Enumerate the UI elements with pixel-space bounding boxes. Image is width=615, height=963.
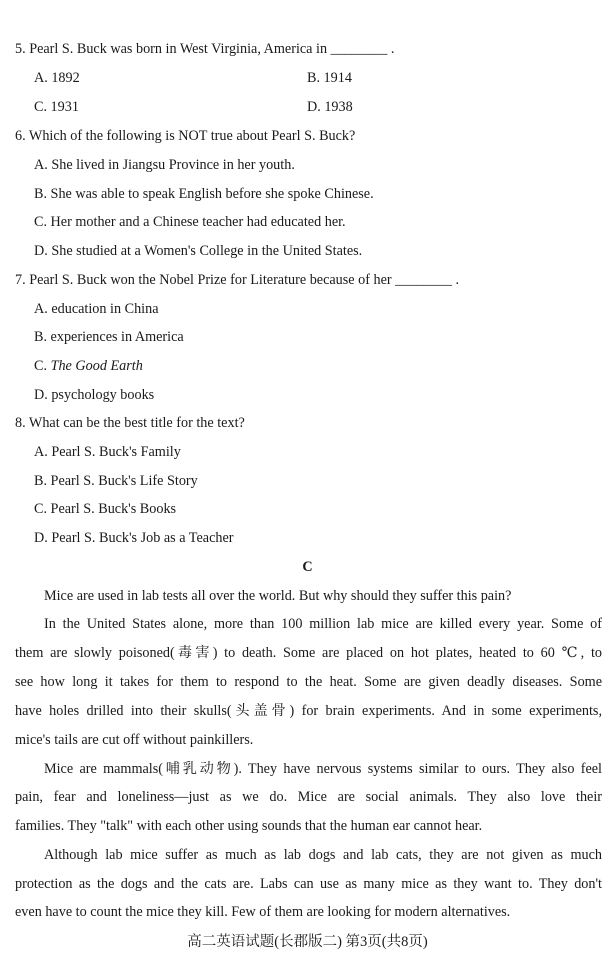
question-6-stem: 6. Which of the following is NOT true about Pearl S. Buck? — [15, 128, 356, 144]
passage-line: In the United States alone, more than 100 million lab mice are killed every year. Some of — [44, 616, 602, 632]
question-8-option-d: D. Pearl S. Buck's Job as a Teacher — [34, 530, 234, 546]
page-footer: 高二英语试题(长郡版二) 第3页(共8页) — [187, 934, 428, 950]
question-6-option-b: B. She was able to speak English before she spoke Chinese. — [34, 186, 374, 202]
question-6-option-d: D. She studied at a Women's College in the United States. — [34, 243, 363, 259]
book-title: The Good Earth — [50, 358, 143, 374]
question-5-stem: 5. Pearl S. Buck was born in West Virginia, America in ________ . — [15, 41, 395, 57]
question-5-option-b: B. 1914 — [307, 70, 352, 86]
passage-line: Mice are used in lab tests all over the world. But why should they suffer this pain? — [44, 588, 512, 604]
question-7-option-a: A. education in China — [34, 301, 159, 317]
passage-line: Although lab mice suffer as much as lab dogs and lab cats, they are not given as much — [44, 847, 602, 863]
question-7-stem: 7. Pearl S. Buck won the Nobel Prize for Literature because of her ________ . — [15, 272, 460, 288]
question-7-option-d: D. psychology books — [34, 387, 155, 403]
question-8-option-a: A. Pearl S. Buck's Family — [34, 444, 181, 460]
passage-line: have holes drilled into their skulls(头盖骨) for brain experiments. And in some experiments, — [15, 703, 602, 719]
question-6-option-c: C. Her mother and a Chinese teacher had educated her. — [34, 214, 346, 230]
question-7-option-b: B. experiences in America — [34, 329, 184, 345]
passage-line: families. They "talk" with each other using sounds that the human ear cannot hear. — [15, 818, 483, 834]
passage-line: mice's tails are cut off without painkillers. — [15, 732, 254, 748]
question-5-option-a: A. 1892 — [34, 70, 80, 86]
passage-line: them are slowly poisoned(毒害) to death. Some are placed on hot plates, heated to 60 ℃, to — [15, 645, 602, 661]
passage-line: pain, fear and loneliness—just as we do. Mice are social animals. They also love their — [15, 789, 602, 805]
section-heading: C — [302, 559, 313, 575]
option-letter: C. — [34, 358, 48, 374]
question-5-option-d: D. 1938 — [307, 99, 353, 115]
question-7-option-c — [34, 357, 143, 375]
question-8-option-c: C. Pearl S. Buck's Books — [34, 501, 177, 517]
passage-line: even have to count the mice they kill. Few of them are looking for modern alternatives. — [15, 904, 511, 920]
passage-line: see how long it takes for them to respond to the heat. Some are given deadly diseases. Some — [15, 674, 602, 690]
question-8-stem: 8. What can be the best title for the text? — [15, 415, 245, 431]
question-5-option-c: C. 1931 — [34, 99, 79, 115]
question-8-option-b: B. Pearl S. Buck's Life Story — [34, 473, 198, 489]
passage-line: Mice are mammals(哺乳动物). They have nervous systems similar to ours. They also feel — [44, 761, 602, 777]
question-6-option-a: A. She lived in Jiangsu Province in her youth. — [34, 157, 295, 173]
passage-line: protection as the dogs and the cats are. Labs can use as many mice as they want to. They don't — [15, 876, 602, 892]
